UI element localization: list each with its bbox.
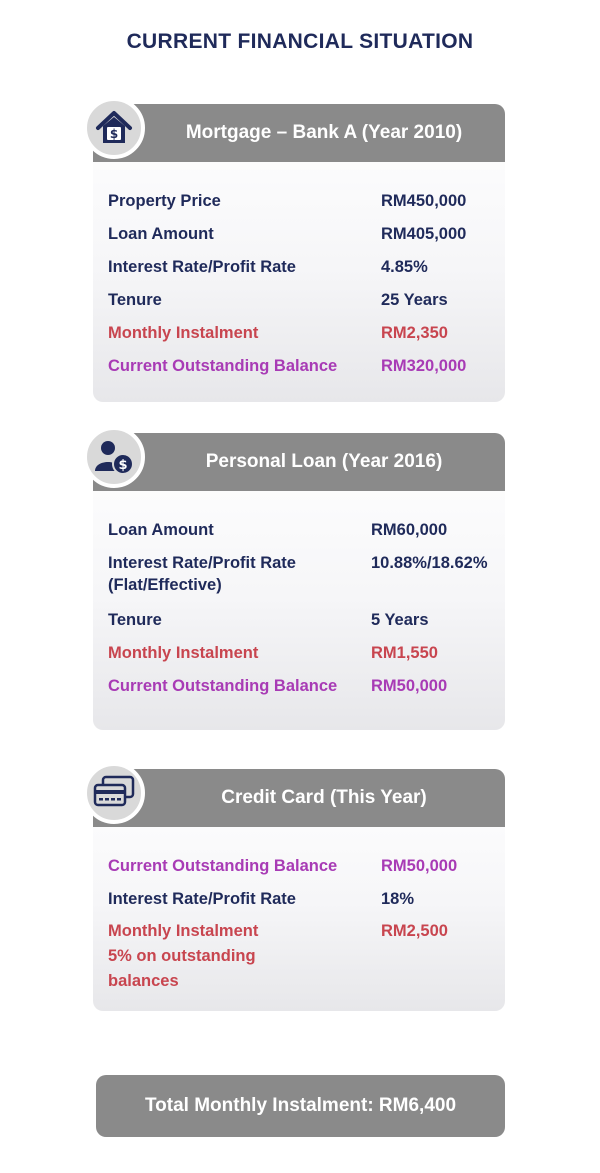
interest-rate-label: Interest Rate/Profit Rate: [108, 258, 296, 276]
outstanding-balance-value: RM50,000: [371, 677, 448, 695]
outstanding-balance-label: Current Outstanding Balance: [108, 357, 338, 375]
credit-card-header: Credit Card (This Year): [93, 769, 505, 827]
house-dollar-icon: [83, 97, 145, 159]
interest-rate-value: 4.85%: [381, 258, 428, 276]
monthly-instalment-value: RM1,550: [371, 644, 438, 662]
credit-cards-icon: [83, 762, 145, 824]
property-price-label: Property Price: [108, 192, 221, 210]
credit-card-card: [93, 769, 505, 1011]
monthly-instalment-label: Monthly Instalment: [108, 324, 259, 342]
svg-text:$: $: [118, 458, 128, 473]
interest-rate-value: 18%: [381, 890, 415, 908]
svg-text:$: $: [109, 127, 119, 141]
page-title: CURRENT FINANCIAL SITUATION: [126, 30, 474, 53]
tenure-label: Tenure: [108, 611, 162, 629]
monthly-instalment-value: RM2,350: [381, 324, 448, 342]
person-dollar-icon: [83, 426, 145, 488]
interest-rate-label: [108, 554, 296, 598]
monthly-instalment-value: RM2,500: [381, 922, 448, 940]
outstanding-balance-label: Current Outstanding Balance: [108, 677, 338, 695]
mortgage-card: [93, 104, 505, 402]
tenure-label: Tenure: [108, 291, 162, 309]
tenure-value: 25 Years: [381, 291, 448, 309]
interest-rate-label: Interest Rate/Profit Rate: [108, 890, 296, 908]
interest-rate-label-line-1: Interest Rate/Profit Rate: [108, 554, 296, 572]
interest-rate-value: 10.88%/18.62%: [371, 554, 488, 572]
outstanding-balance-value: RM50,000: [381, 857, 458, 875]
interest-rate-label-line-2: (Flat/Effective): [108, 576, 222, 594]
tenure-value: 5 Years: [371, 611, 429, 629]
loan-amount-value: RM405,000: [381, 225, 467, 243]
loan-amount-label: Loan Amount: [108, 521, 214, 539]
property-price-value: RM450,000: [381, 192, 467, 210]
instalment-note-line-1: 5% on outstanding: [108, 947, 256, 965]
personal-loan-header: Personal Loan (Year 2016): [93, 433, 505, 491]
personal-loan-card: [93, 433, 505, 730]
outstanding-balance-value: RM320,000: [381, 357, 467, 375]
instalment-note-line-2: balances: [108, 972, 179, 990]
loan-amount-label: Loan Amount: [108, 225, 214, 243]
monthly-instalment-label: Monthly Instalment: [108, 644, 259, 662]
monthly-instalment-label: [108, 919, 258, 994]
loan-amount-value: RM60,000: [371, 521, 448, 539]
monthly-instalment-label-line: Monthly Instalment: [108, 922, 259, 940]
total-monthly-instalment: Total Monthly Instalment: RM6,400: [96, 1075, 505, 1137]
outstanding-balance-label: Current Outstanding Balance: [108, 857, 338, 875]
mortgage-header: Mortgage – Bank A (Year 2010): [93, 104, 505, 162]
